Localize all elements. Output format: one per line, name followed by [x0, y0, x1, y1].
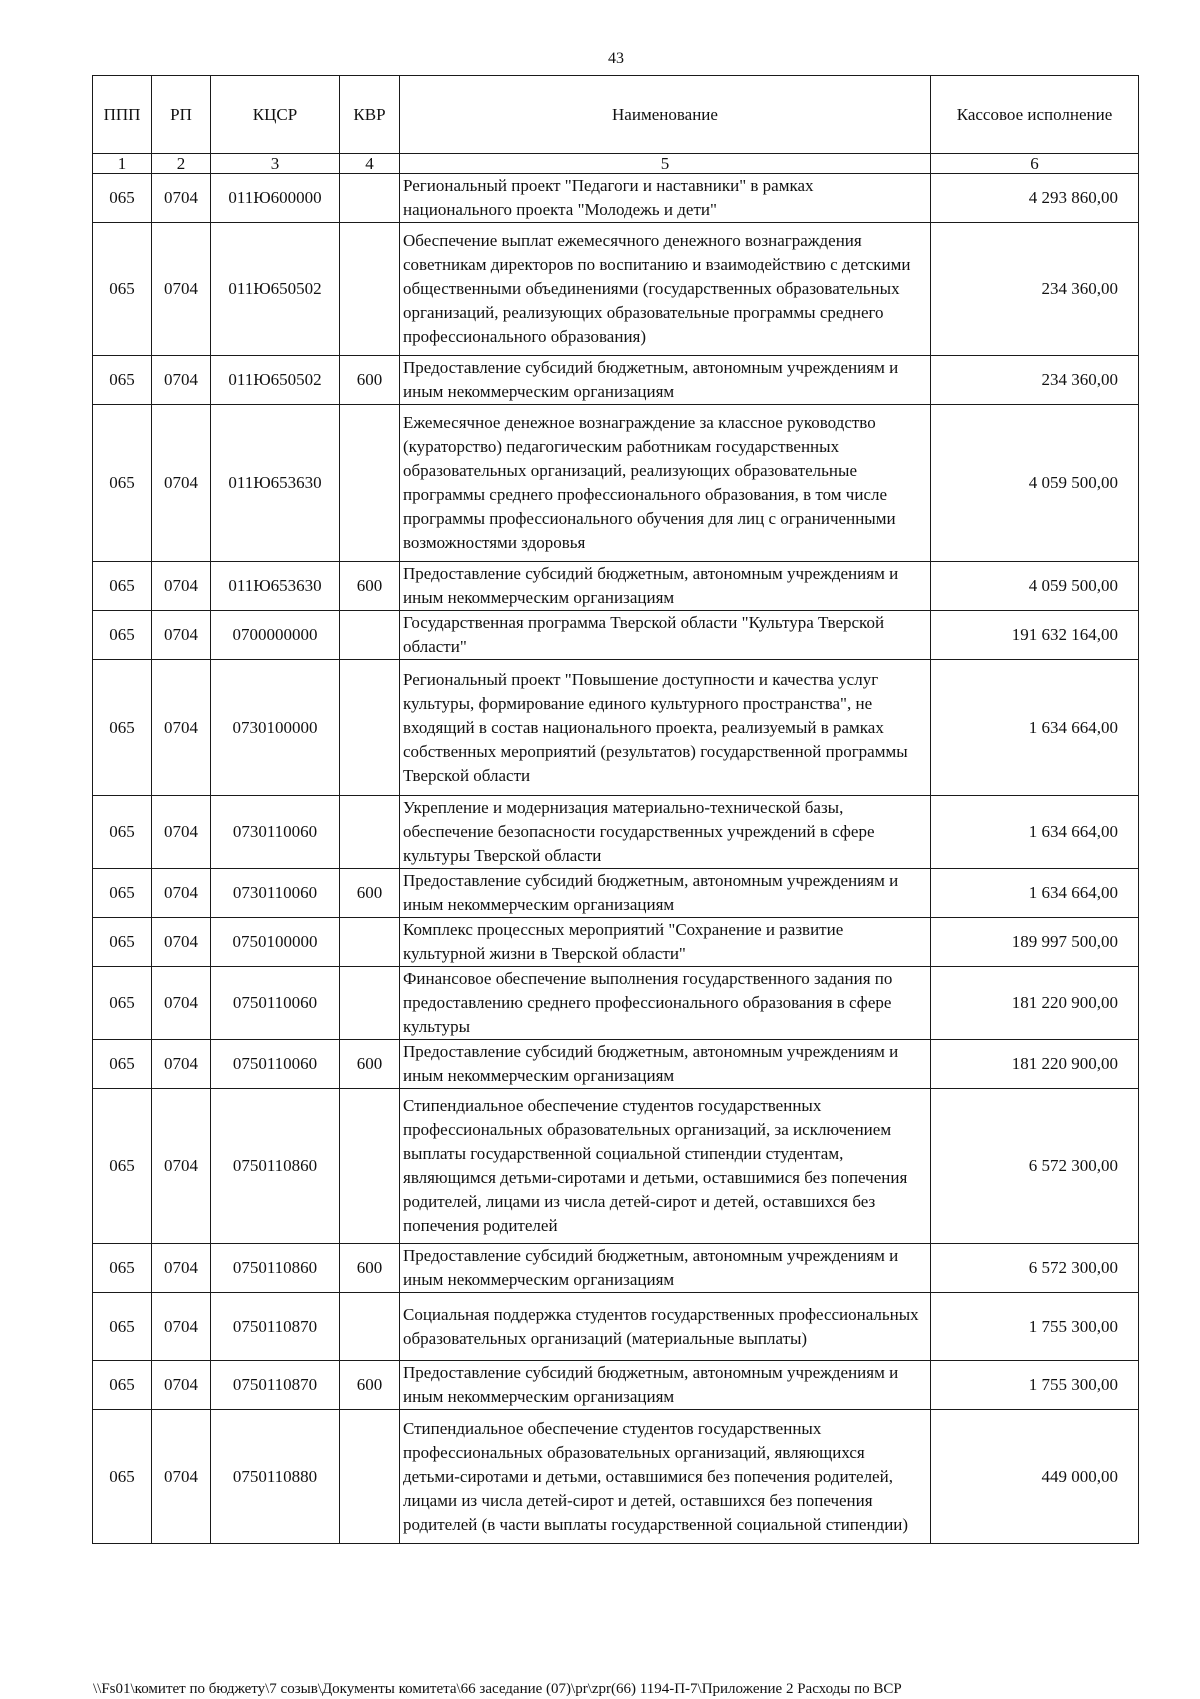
cell-amount: 234 360,00: [931, 223, 1139, 356]
cell-ppp: 065: [93, 405, 152, 562]
cell-rp: 0704: [152, 967, 211, 1040]
footer-path: \\Fs01\комитет по бюджету\7 созыв\Документы комитета\66 заседание (07)\pr\zpr(66) 1194-П-7\Приложение 2 Расходы по ВСР: [93, 1681, 902, 1697]
cell-rp: 0704: [152, 1361, 211, 1410]
cell-name: Комплекс процессных мероприятий "Сохранение и развитие культурной жизни в Тверской области": [400, 918, 931, 967]
table-row: [93, 223, 1139, 356]
cell-rp: 0704: [152, 223, 211, 356]
cell-name: Предоставление субсидий бюджетным, автономным учреждениям и иным некоммерческим организациям: [400, 1361, 931, 1410]
cell-name: Региональный проект "Повышение доступности и качества услуг культуры, формирование единого культурного пространства", не входящий в состав национального проекта, реализуемый в рамках собственных мероприятий (результатов) государственной программы Тверской области: [400, 660, 931, 796]
page-number: 43: [608, 50, 624, 67]
cell-kcsr: 0730100000: [211, 660, 340, 796]
cell-rp: 0704: [152, 1293, 211, 1361]
cell-kcsr: 0750110870: [211, 1361, 340, 1410]
cell-amount: 6 572 300,00: [931, 1244, 1139, 1293]
table-row: [93, 1361, 1139, 1410]
cell-rp: 0704: [152, 1089, 211, 1244]
cell-amount: 191 632 164,00: [931, 611, 1139, 660]
column-number: 3: [211, 154, 340, 174]
header-name: Наименование: [400, 76, 931, 154]
cell-amount: 4 059 500,00: [931, 405, 1139, 562]
cell-name: Стипендиальное обеспечение студентов государственных профессиональных образовательных организаций, являющихся детьми-сиротами и детьми, оставшимися без попечения родителей, лицами из числа детей-сирот и детей, оставшихся без попечения родителей (в части выплаты государственной социальной стипендии): [400, 1410, 931, 1544]
header-kcsr: КЦСР: [211, 76, 340, 154]
table-row: [93, 562, 1139, 611]
table-row: [93, 918, 1139, 967]
cell-rp: 0704: [152, 869, 211, 918]
cell-ppp: 065: [93, 1040, 152, 1089]
cell-kvr: 600: [340, 1244, 400, 1293]
table-row: [93, 405, 1139, 562]
cell-amount: 189 997 500,00: [931, 918, 1139, 967]
cell-kvr: 600: [340, 1040, 400, 1089]
cell-kvr: [340, 918, 400, 967]
cell-kcsr: 0750110860: [211, 1089, 340, 1244]
table-row: [93, 1040, 1139, 1089]
cell-name: Финансовое обеспечение выполнения государственного задания по предоставлению среднего профессионального образования в сфере культуры: [400, 967, 931, 1040]
cell-kcsr: 0750100000: [211, 918, 340, 967]
cell-rp: 0704: [152, 1244, 211, 1293]
cell-amount: 1 755 300,00: [931, 1361, 1139, 1410]
table-row: [93, 796, 1139, 869]
table-row: [93, 660, 1139, 796]
cell-kcsr: 0730110060: [211, 869, 340, 918]
column-number: 1: [93, 154, 152, 174]
cell-kvr: [340, 796, 400, 869]
cell-kvr: 600: [340, 869, 400, 918]
cell-amount: 181 220 900,00: [931, 967, 1139, 1040]
cell-kvr: 600: [340, 562, 400, 611]
cell-rp: 0704: [152, 611, 211, 660]
cell-amount: 1 634 664,00: [931, 796, 1139, 869]
cell-ppp: 065: [93, 174, 152, 223]
cell-kvr: [340, 660, 400, 796]
table-row: [93, 174, 1139, 223]
cell-ppp: 065: [93, 967, 152, 1040]
cell-kcsr: 011Ю600000: [211, 174, 340, 223]
cell-kvr: 600: [340, 356, 400, 405]
column-number: 5: [400, 154, 931, 174]
cell-ppp: 065: [93, 918, 152, 967]
table-row: [93, 611, 1139, 660]
cell-rp: 0704: [152, 1410, 211, 1544]
cell-ppp: 065: [93, 660, 152, 796]
cell-kcsr: 011Ю650502: [211, 223, 340, 356]
cell-rp: 0704: [152, 796, 211, 869]
cell-kcsr: 0730110060: [211, 796, 340, 869]
cell-name: Государственная программа Тверской области "Культура Тверской области": [400, 611, 931, 660]
header-kvr: КВР: [340, 76, 400, 154]
cell-ppp: 065: [93, 356, 152, 405]
cell-name: Ежемесячное денежное вознаграждение за классное руководство (кураторство) педагогическим работникам государственных образовательных организаций, реализующих образовательные программы среднего профессионального образования, в том числе программы профессионального обучения для лиц с ограниченными возможностями здоровья: [400, 405, 931, 562]
cell-rp: 0704: [152, 562, 211, 611]
cell-amount: 4 293 860,00: [931, 174, 1139, 223]
cell-kcsr: 0750110060: [211, 1040, 340, 1089]
cell-ppp: 065: [93, 1361, 152, 1410]
cell-ppp: 065: [93, 1293, 152, 1361]
column-number: 6: [931, 154, 1139, 174]
cell-kvr: 600: [340, 1361, 400, 1410]
cell-name: Предоставление субсидий бюджетным, автономным учреждениям и иным некоммерческим организациям: [400, 869, 931, 918]
table-row: [93, 1293, 1139, 1361]
cell-ppp: 065: [93, 869, 152, 918]
cell-kcsr: 011Ю653630: [211, 562, 340, 611]
cell-kcsr: 0750110880: [211, 1410, 340, 1544]
cell-rp: 0704: [152, 918, 211, 967]
header-row: [93, 76, 1139, 154]
cell-name: Предоставление субсидий бюджетным, автономным учреждениям и иным некоммерческим организациям: [400, 562, 931, 611]
header-ppp: ППП: [93, 76, 152, 154]
cell-amount: 6 572 300,00: [931, 1089, 1139, 1244]
cell-name: Предоставление субсидий бюджетным, автономным учреждениям и иным некоммерческим организациям: [400, 356, 931, 405]
cell-name: Укрепление и модернизация материально-технической базы, обеспечение безопасности государственных учреждений в сфере культуры Тверской области: [400, 796, 931, 869]
header-amount: Кассовое исполнение: [931, 76, 1139, 154]
cell-ppp: 065: [93, 1244, 152, 1293]
cell-amount: 1 634 664,00: [931, 869, 1139, 918]
cell-kcsr: 0750110870: [211, 1293, 340, 1361]
cell-amount: 1 755 300,00: [931, 1293, 1139, 1361]
table-row: [93, 967, 1139, 1040]
cell-amount: 234 360,00: [931, 356, 1139, 405]
cell-ppp: 065: [93, 1089, 152, 1244]
column-number-row: [93, 154, 1139, 174]
table-row: [93, 869, 1139, 918]
cell-rp: 0704: [152, 174, 211, 223]
table-row: [93, 356, 1139, 405]
cell-rp: 0704: [152, 405, 211, 562]
cell-kvr: [340, 405, 400, 562]
cell-ppp: 065: [93, 562, 152, 611]
table-row: [93, 1410, 1139, 1544]
cell-kcsr: 0700000000: [211, 611, 340, 660]
cell-kvr: [340, 1293, 400, 1361]
cell-amount: 1 634 664,00: [931, 660, 1139, 796]
cell-name: Обеспечение выплат ежемесячного денежного вознаграждения советникам директоров по воспитанию и взаимодействию с детскими общественными объединениями (государственных образовательных организаций, реализующих образовательные программы среднего профессионального образования): [400, 223, 931, 356]
cell-kcsr: 0750110860: [211, 1244, 340, 1293]
cell-amount: 449 000,00: [931, 1410, 1139, 1544]
table-row: [93, 1244, 1139, 1293]
cell-ppp: 065: [93, 611, 152, 660]
cell-name: Стипендиальное обеспечение студентов государственных профессиональных образовательных организаций, за исключением выплаты государственной социальной стипендии студентам, являющимся детьми-сиротами и детьми, оставшимися без попечения родителей, лицами из числа детей-сирот и детей, оставшихся без попечения родителей: [400, 1089, 931, 1244]
cell-rp: 0704: [152, 660, 211, 796]
cell-name: Социальная поддержка студентов государственных профессиональных образовательных организаций (материальные выплаты): [400, 1293, 931, 1361]
cell-kvr: [340, 611, 400, 660]
cell-rp: 0704: [152, 1040, 211, 1089]
cell-ppp: 065: [93, 223, 152, 356]
cell-kcsr: 011Ю650502: [211, 356, 340, 405]
cell-ppp: 065: [93, 796, 152, 869]
cell-kvr: [340, 967, 400, 1040]
cell-kcsr: 011Ю653630: [211, 405, 340, 562]
cell-kvr: [340, 174, 400, 223]
cell-kvr: [340, 1410, 400, 1544]
cell-name: Предоставление субсидий бюджетным, автономным учреждениям и иным некоммерческим организациям: [400, 1244, 931, 1293]
header-rp: РП: [152, 76, 211, 154]
table-body: [93, 174, 1139, 1544]
cell-amount: 181 220 900,00: [931, 1040, 1139, 1089]
cell-kcsr: 0750110060: [211, 967, 340, 1040]
cell-kvr: [340, 223, 400, 356]
column-number: 2: [152, 154, 211, 174]
cell-name: Предоставление субсидий бюджетным, автономным учреждениям и иным некоммерческим организациям: [400, 1040, 931, 1089]
column-number: 4: [340, 154, 400, 174]
cell-amount: 4 059 500,00: [931, 562, 1139, 611]
cell-rp: 0704: [152, 356, 211, 405]
table-row: [93, 1089, 1139, 1244]
cell-name: Региональный проект "Педагоги и наставники" в рамках национального проекта "Молодежь и дети": [400, 174, 931, 223]
cell-kvr: [340, 1089, 400, 1244]
cell-ppp: 065: [93, 1410, 152, 1544]
budget-table: [92, 75, 1139, 1544]
